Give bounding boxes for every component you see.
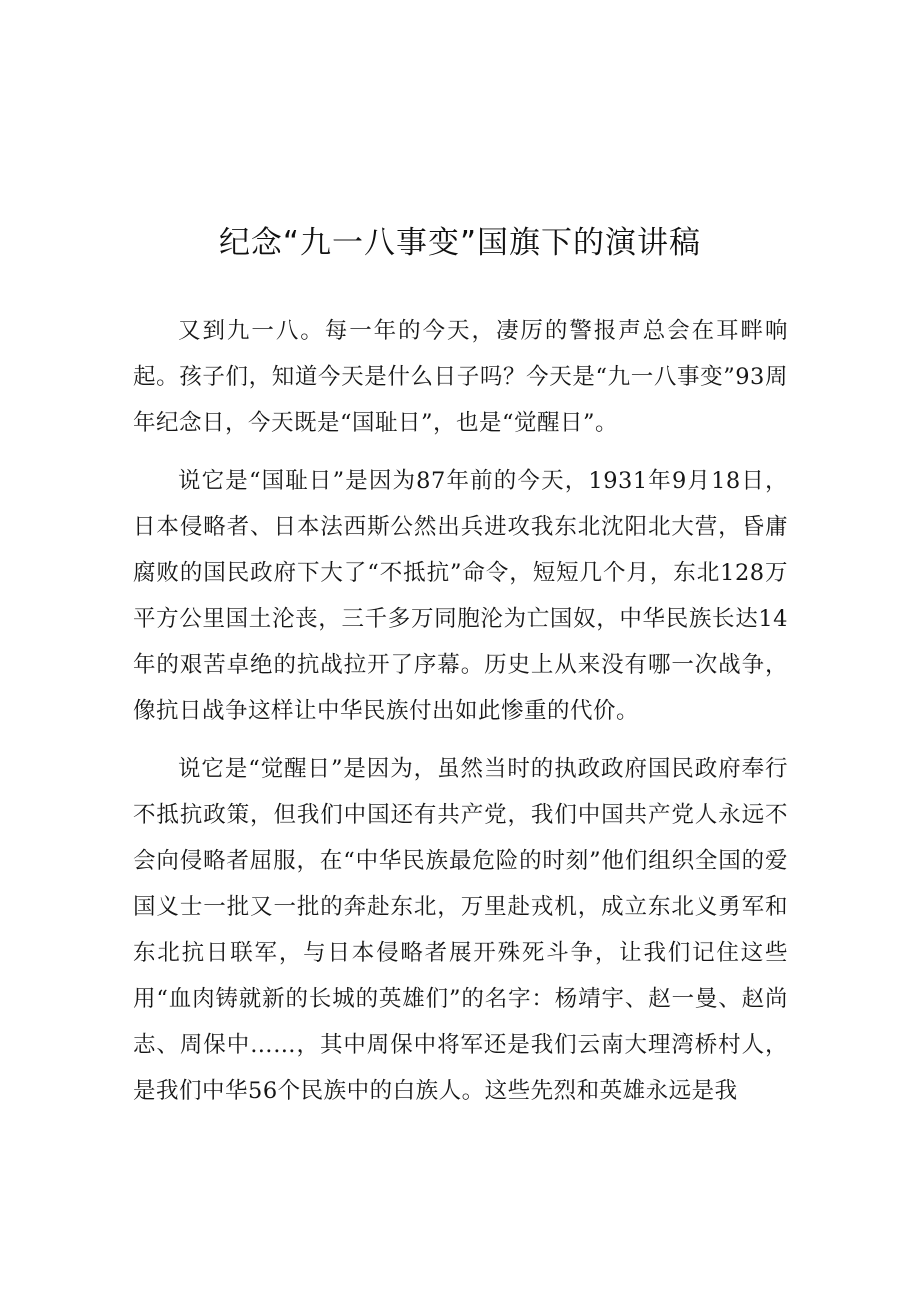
paragraph-2: 说它是“国耻日”是因为87年前的今天，1931年9月18日，日本侵略者、日本法西斯公然出兵进攻我东北沈阳北大营，昏庸腐败的国民政府下大了“不抵抗”命令，短短几个月，东北128万平方公里国土沦丧，三千多万同胞沦为亡国奴，中华民族长达14年的艰苦卓绝的抗战拉开了序幕。历史上从来没有哪一次战争，像抗日战争这样让中华民族付出如此惨重的代价。 bbox=[133, 468, 788, 724]
paragraph-1: 又到九一八。每一年的今天，凄厉的警报声总会在耳畔响起。孩子们，知道今天是什么日子吗？今天是“九一八事变”93周年纪念日，今天既是“国耻日”，也是“觉醒日”。 bbox=[133, 318, 788, 436]
document-body bbox=[133, 308, 788, 1126]
document-title: 纪念“九一八事变”国旗下的演讲稿 bbox=[218, 225, 702, 261]
paragraph-3: 说它是“觉醒日”是因为，虽然当时的执政政府国民政府奉行不抵抗政策，但我们中国还有共产党，我们中国共产党人永远不会向侵略者屈服，在“中华民族最危险的时刻”他们组织全国的爱国义士一批又一批的奔赴东北，万里赴戎机，成立东北义勇军和东北抗日联军，与日本侵略者展开殊死斗争，让我们记住这些用“血肉铸就新的长城的英雄们”的名字：杨靖宇、赵一曼、赵尚志、周保中……，其中周保中将军还是我们云南大理湾桥村人，是我们中华56个民族中的白族人。这些先烈和英雄永远是我 bbox=[133, 756, 788, 1104]
